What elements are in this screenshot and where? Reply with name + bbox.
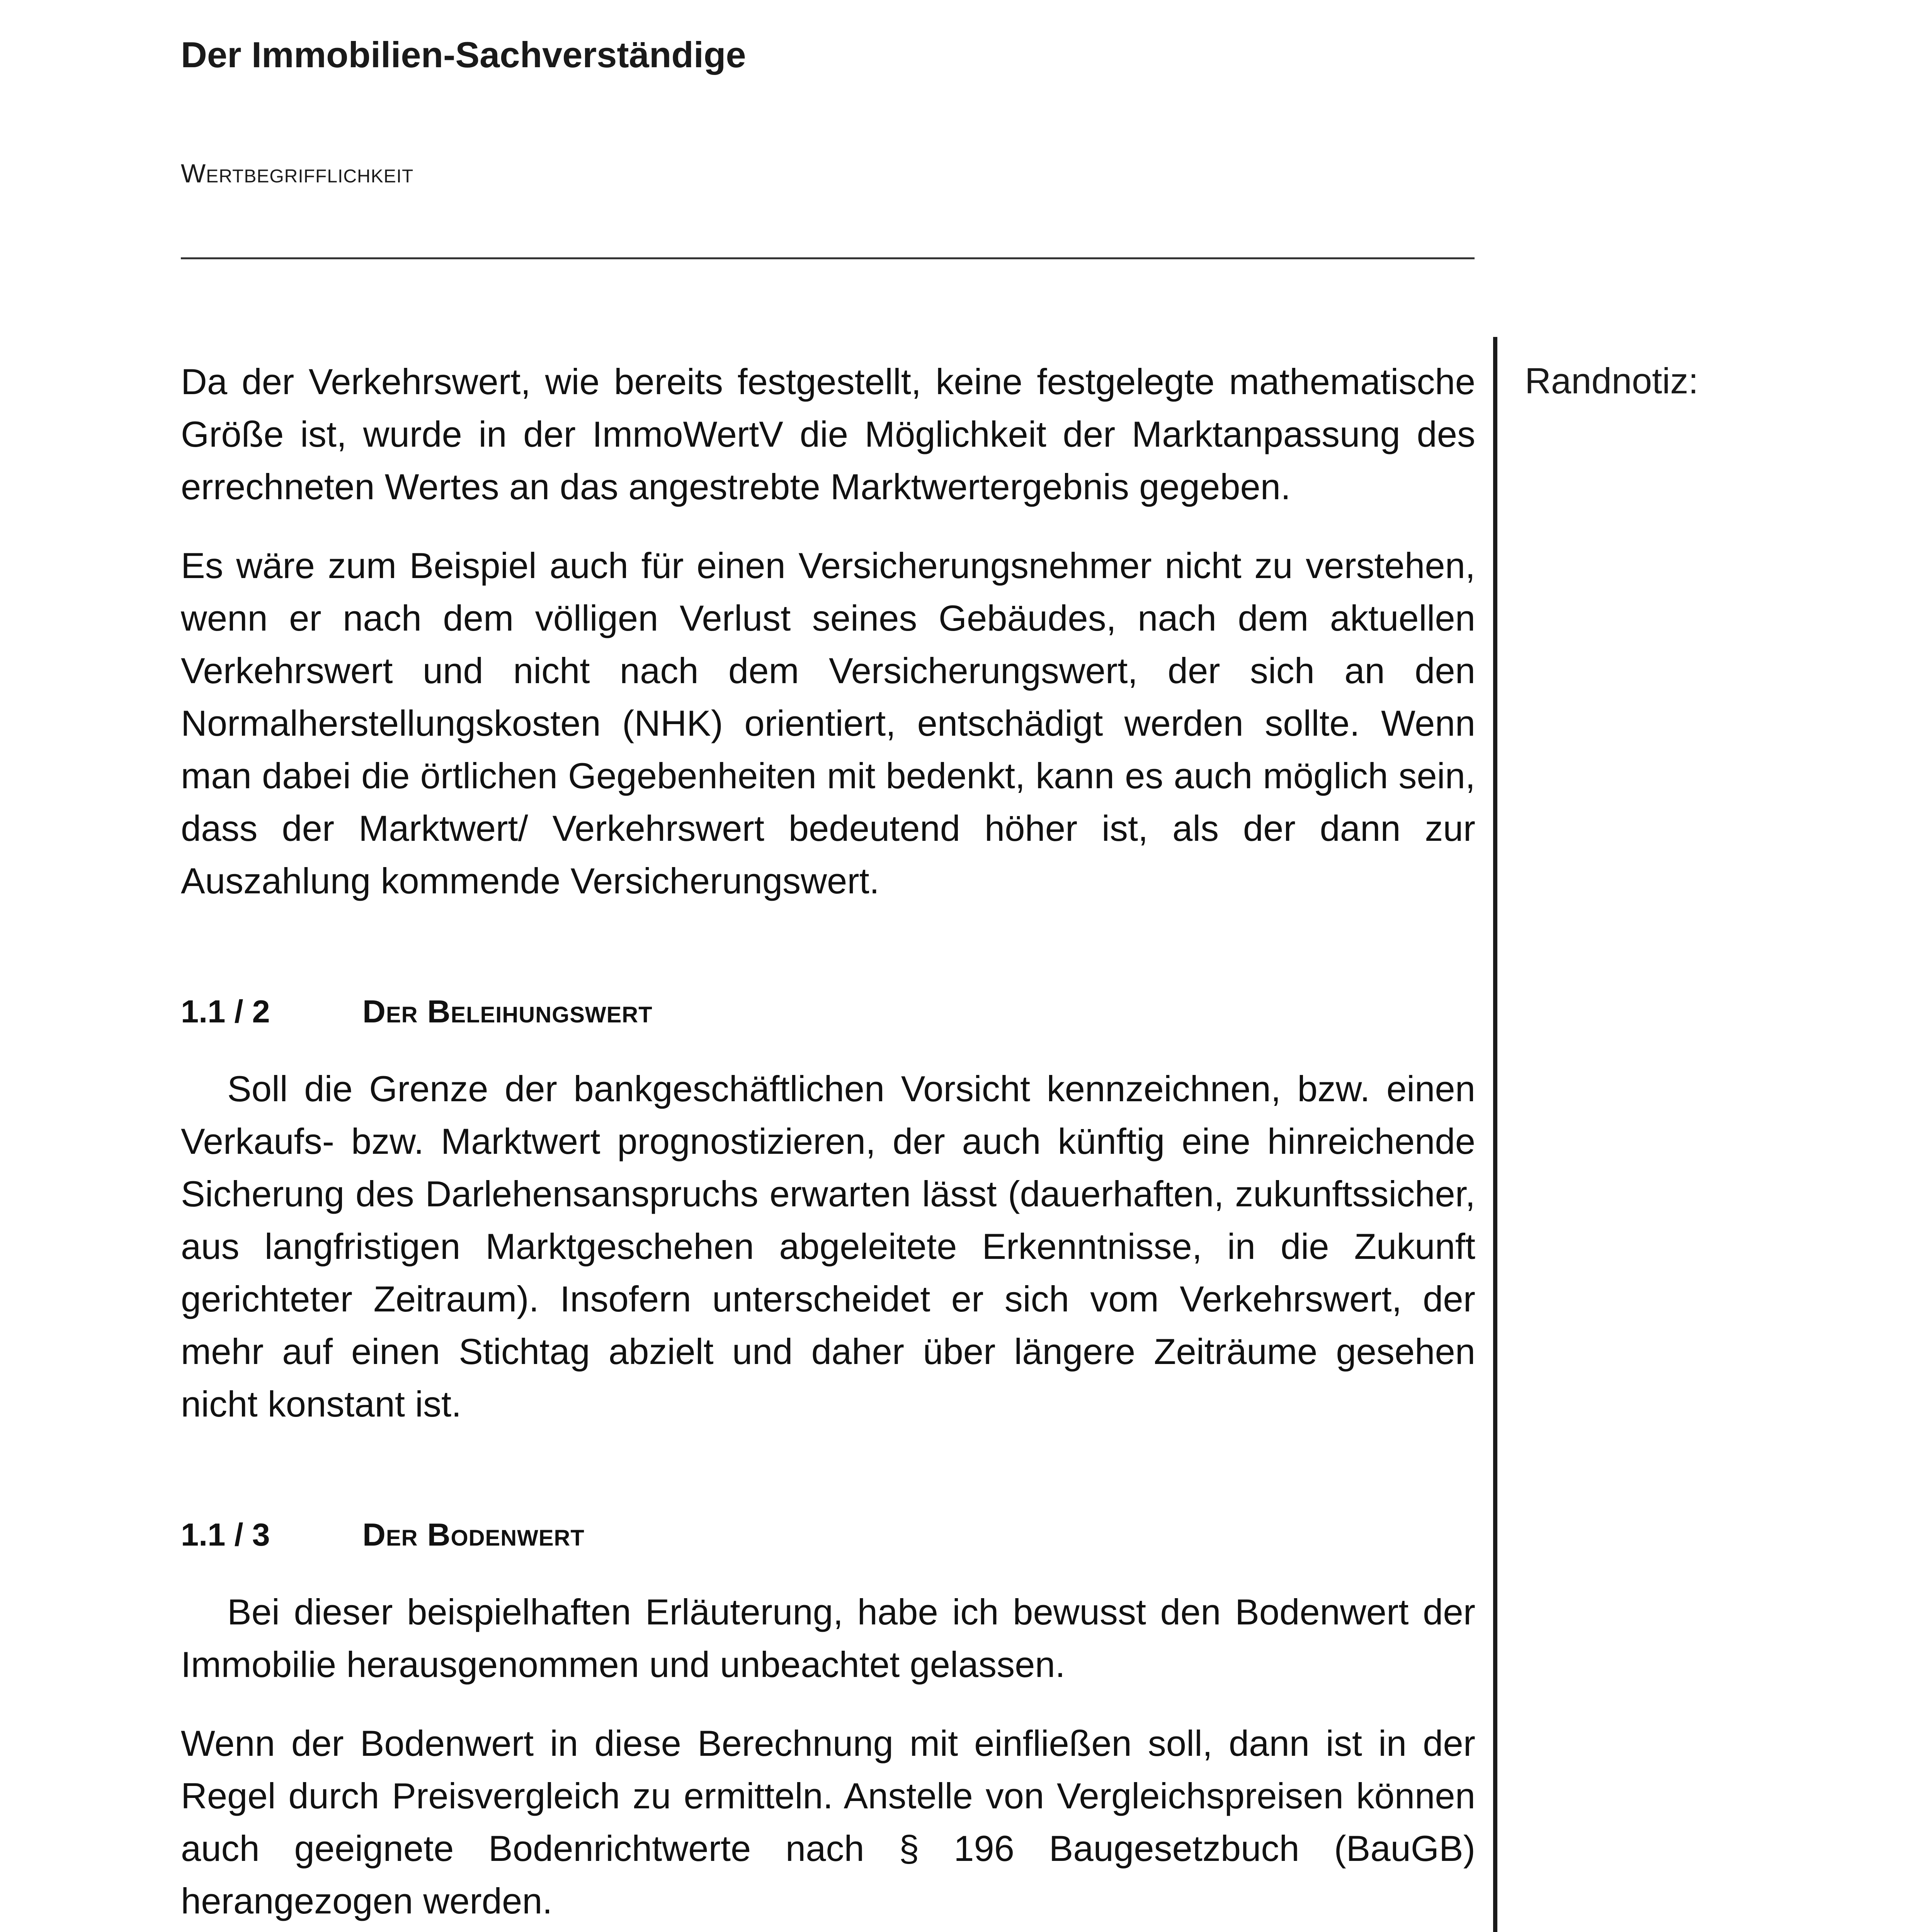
chapter-title: Wertbegrifflichkeit [181, 159, 414, 188]
section-heading-beleihungswert [181, 988, 1475, 1035]
margin-divider [1493, 337, 1497, 1932]
section-title: Der Bodenwert [362, 1517, 585, 1553]
section-paragraph: Soll die Grenze der bankgeschäftlichen Vorsicht kennzeichnen, bzw. einen Verkaufs- bzw. Marktwert prognostizieren, der auch künftig eine hinreichende Sicherung des Darlehensanspruchs erwarten lässt (dauerhaften, zukunftssicher, aus langfristigen Marktgeschehen abgeleitete Erkenntnisse, in die Zukunft gerichteter Zeitraum). Insofern unterscheidet er sich vom Verkehrswert, der mehr auf einen Stichtag abzielt und daher über längere Zeiträume gesehen nicht konstant ist. [181, 1068, 1475, 1424]
document-title: Der Immobilien-Sachverständige [181, 34, 746, 75]
header-divider [181, 257, 1475, 259]
section-paragraph: Wenn der Bodenwert in diese Berechnung mit einfließen soll, dann ist in der Regel durch Preisvergleich zu ermitteln. Anstelle von Vergleichspreisen können auch geeignete Bodenrichtwerte nach § 196 Baugesetzbuch (BauGB) herangezogen werden. [181, 1723, 1475, 1921]
section-number: 1.1 / 2 [181, 993, 270, 1029]
main-content [181, 355, 1475, 1932]
section-paragraph: Bei dieser beispielhaften Erläuterung, habe ich bewusst den Bodenwert der Immobilie herausgenommen und unbeachtet gelassen. [181, 1592, 1475, 1685]
section-title: Der Beleihungswert [362, 993, 653, 1029]
margin-note-label: Randnotiz: [1525, 361, 1699, 401]
section-heading-bodenwert [181, 1512, 1475, 1558]
section-number: 1.1 / 3 [181, 1517, 270, 1553]
intro-paragraph-1: Da der Verkehrswert, wie bereits festgestellt, keine festgelegte mathematische Größe ist, wurde in der ImmoWertV die Möglichkeit der Marktanpassung des errechneten Wertes an das angestrebte Marktwertergebnis gegeben. [181, 361, 1475, 507]
intro-paragraph-2: Es wäre zum Beispiel auch für einen Versicherungsnehmer nicht zu verstehen, wenn er nach dem völligen Verlust seines Gebäudes, nach dem aktuellen Verkehrswert und nicht nach dem Versicherungswert, der sich an den Normalherstellungskosten (NHK) orientiert, entschädigt werden sollte. Wenn man dabei die örtlichen Gegebenheiten mit bedenkt, kann es auch möglich sein, dass der Marktwert/ Verkehrswert bedeutend höher ist, als der dann zur Auszahlung kommende Versicherungswert. [181, 545, 1475, 901]
